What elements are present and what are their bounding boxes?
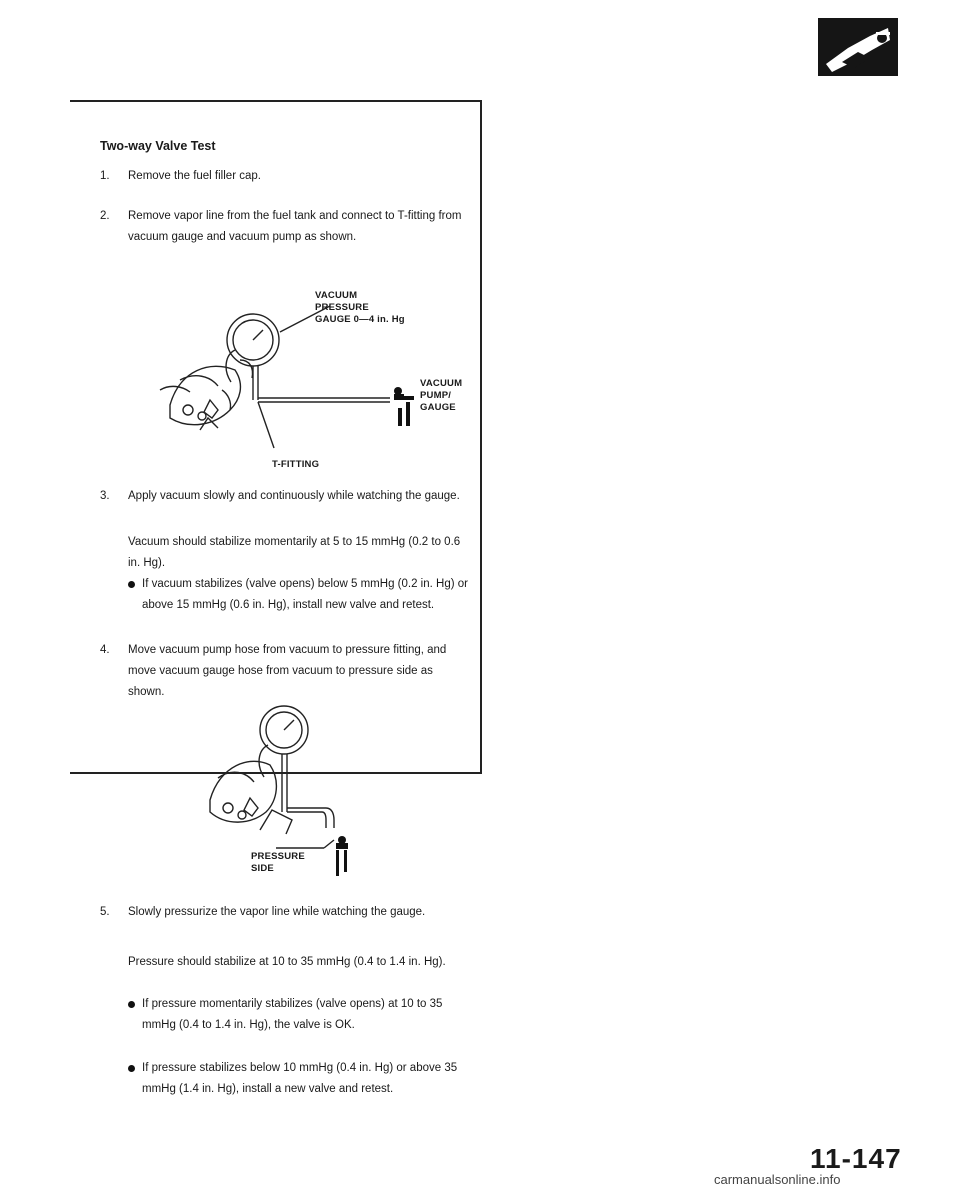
bullet-dot <box>128 1065 135 1072</box>
step-text: Slowly pressurize the vapor line while watching the gauge. <box>128 906 426 918</box>
step-number: 5. <box>100 906 110 918</box>
bullet-text: If vacuum stabilizes (valve opens) below 5 mmHg (0.2 in. Hg) or above 15 mmHg (0.6 in. Hg), install new valve and retest. <box>142 578 468 611</box>
step-text: Move vacuum pump hose from vacuum to pressure fitting, and move vacuum gauge hose from vacuum to pressure side as shown. <box>128 644 447 698</box>
step-text: Apply vacuum slowly and continuously while watching the gauge. <box>128 490 460 502</box>
vacuum-pump-gauge-label <box>420 378 462 414</box>
label-line: VACUUM <box>315 290 358 301</box>
label-line: GAUGE <box>420 402 456 413</box>
step-number: 3. <box>100 490 110 502</box>
bullet-text: If pressure momentarily stabilizes (valve opens) at 10 to 35 mmHg (0.4 to 1.4 in. Hg), the valve is OK. <box>142 998 443 1031</box>
step-5-result: Pressure should stabilize at 10 to 35 mmHg (0.4 to 1.4 in. Hg). <box>128 956 446 968</box>
section-heading: Two-way Valve Test <box>100 139 216 153</box>
step-text: Remove vapor line from the fuel tank and connect to T-fitting from vacuum gauge and vacuum pump as shown. <box>128 210 462 243</box>
step-number: 4. <box>100 644 110 656</box>
step-text: Remove the fuel filler cap. <box>128 170 261 182</box>
pressure-test-illustration <box>190 700 420 880</box>
step-number: 2. <box>100 210 110 222</box>
bullet-text: If pressure stabilizes below 10 mmHg (0.4 in. Hg) or above 35 mmHg (1.4 in. Hg), install a new valve and retest. <box>142 1062 458 1095</box>
page-number: 11-147 <box>810 1143 902 1174</box>
t-fitting-label: T-FITTING <box>272 459 320 470</box>
label-line: SIDE <box>251 863 274 874</box>
bullet-dot <box>128 581 135 588</box>
label-line: GAUGE 0—4 in. Hg <box>315 314 405 325</box>
vacuum-test-illustration <box>140 290 470 450</box>
label-line: PRESSURE <box>315 302 369 313</box>
bullet-dot <box>128 1001 135 1008</box>
vacuum-pressure-gauge-label <box>315 290 405 326</box>
step-3-result: Vacuum should stabilize momentarily at 5 to 15 mmHg (0.2 to 0.6 in. Hg). <box>128 536 461 569</box>
label-line: PRESSURE <box>251 851 305 862</box>
step-number: 1. <box>100 170 110 182</box>
watermark: carmanualsonline.info <box>714 1172 841 1187</box>
section-tab-icon <box>818 18 898 76</box>
pressure-side-label <box>251 851 305 875</box>
label-line: PUMP/ <box>420 390 452 401</box>
label-line: VACUUM <box>420 378 463 389</box>
